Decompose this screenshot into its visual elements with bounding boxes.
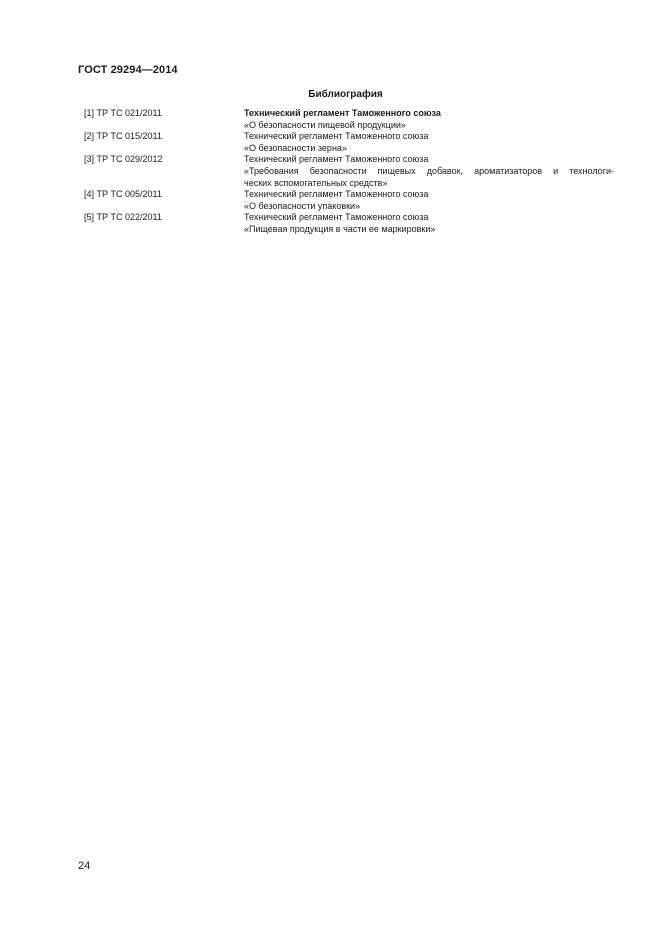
- bibliography-entry-line: «О безопасности упаковки»: [244, 200, 361, 211]
- bibliography-entry-text: [244, 108, 614, 131]
- bibliography-entry-text: [244, 154, 614, 189]
- bibliography-entry-text: [244, 189, 614, 212]
- bibliography-list: [84, 108, 614, 236]
- bibliography-entry-line: Технический регламент Таможенного союза: [244, 189, 429, 200]
- bibliography-entry-line: Технический регламент Таможенного союза: [244, 212, 429, 223]
- bibliography-entry-4: [84, 189, 614, 212]
- bibliography-entry-line: «Пищевая продукция в части ее маркировки»: [244, 223, 436, 234]
- bibliography-entry-code: [5] ТР ТС 022/2011: [84, 212, 162, 223]
- bibliography-entry-code: [3] ТР ТС 029/2012: [84, 154, 163, 165]
- bibliography-title: Библиография: [308, 89, 383, 100]
- bibliography-entry-line: Технический регламент Таможенного союза: [244, 108, 441, 118]
- bibliography-entry-line: «О безопасности зерна»: [244, 142, 347, 153]
- bibliography-entry-code: [2] ТР ТС 015/2011: [84, 131, 162, 142]
- bibliography-entry-2: [84, 131, 614, 154]
- document-standard-number: ГОСТ 29294—2014: [78, 64, 178, 76]
- bibliography-entry-code: [4] ТР ТС 005/2011: [84, 189, 162, 200]
- bibliography-entry-line: Технический регламент Таможенного союза: [244, 131, 429, 142]
- bibliography-entry-line: «О безопасности пищевой продукции»: [244, 119, 406, 130]
- bibliography-entry-line: Технический регламент Таможенного союза: [244, 154, 429, 165]
- bibliography-entry-1: [84, 108, 614, 131]
- bibliography-entry-text: [244, 212, 614, 235]
- bibliography-entry-text: [244, 131, 614, 154]
- bibliography-entry-code: [1] ТР ТС 021/2011: [84, 108, 162, 118]
- bibliography-entry-line: ческих вспомогательных средств»: [244, 177, 388, 188]
- bibliography-entry-line: «Требования безопасности пищевых добавок, ароматизаторов и технологи-: [244, 165, 614, 176]
- page-number: 24: [78, 860, 91, 872]
- bibliography-entry-5: [84, 212, 614, 235]
- bibliography-entry-3: [84, 154, 614, 189]
